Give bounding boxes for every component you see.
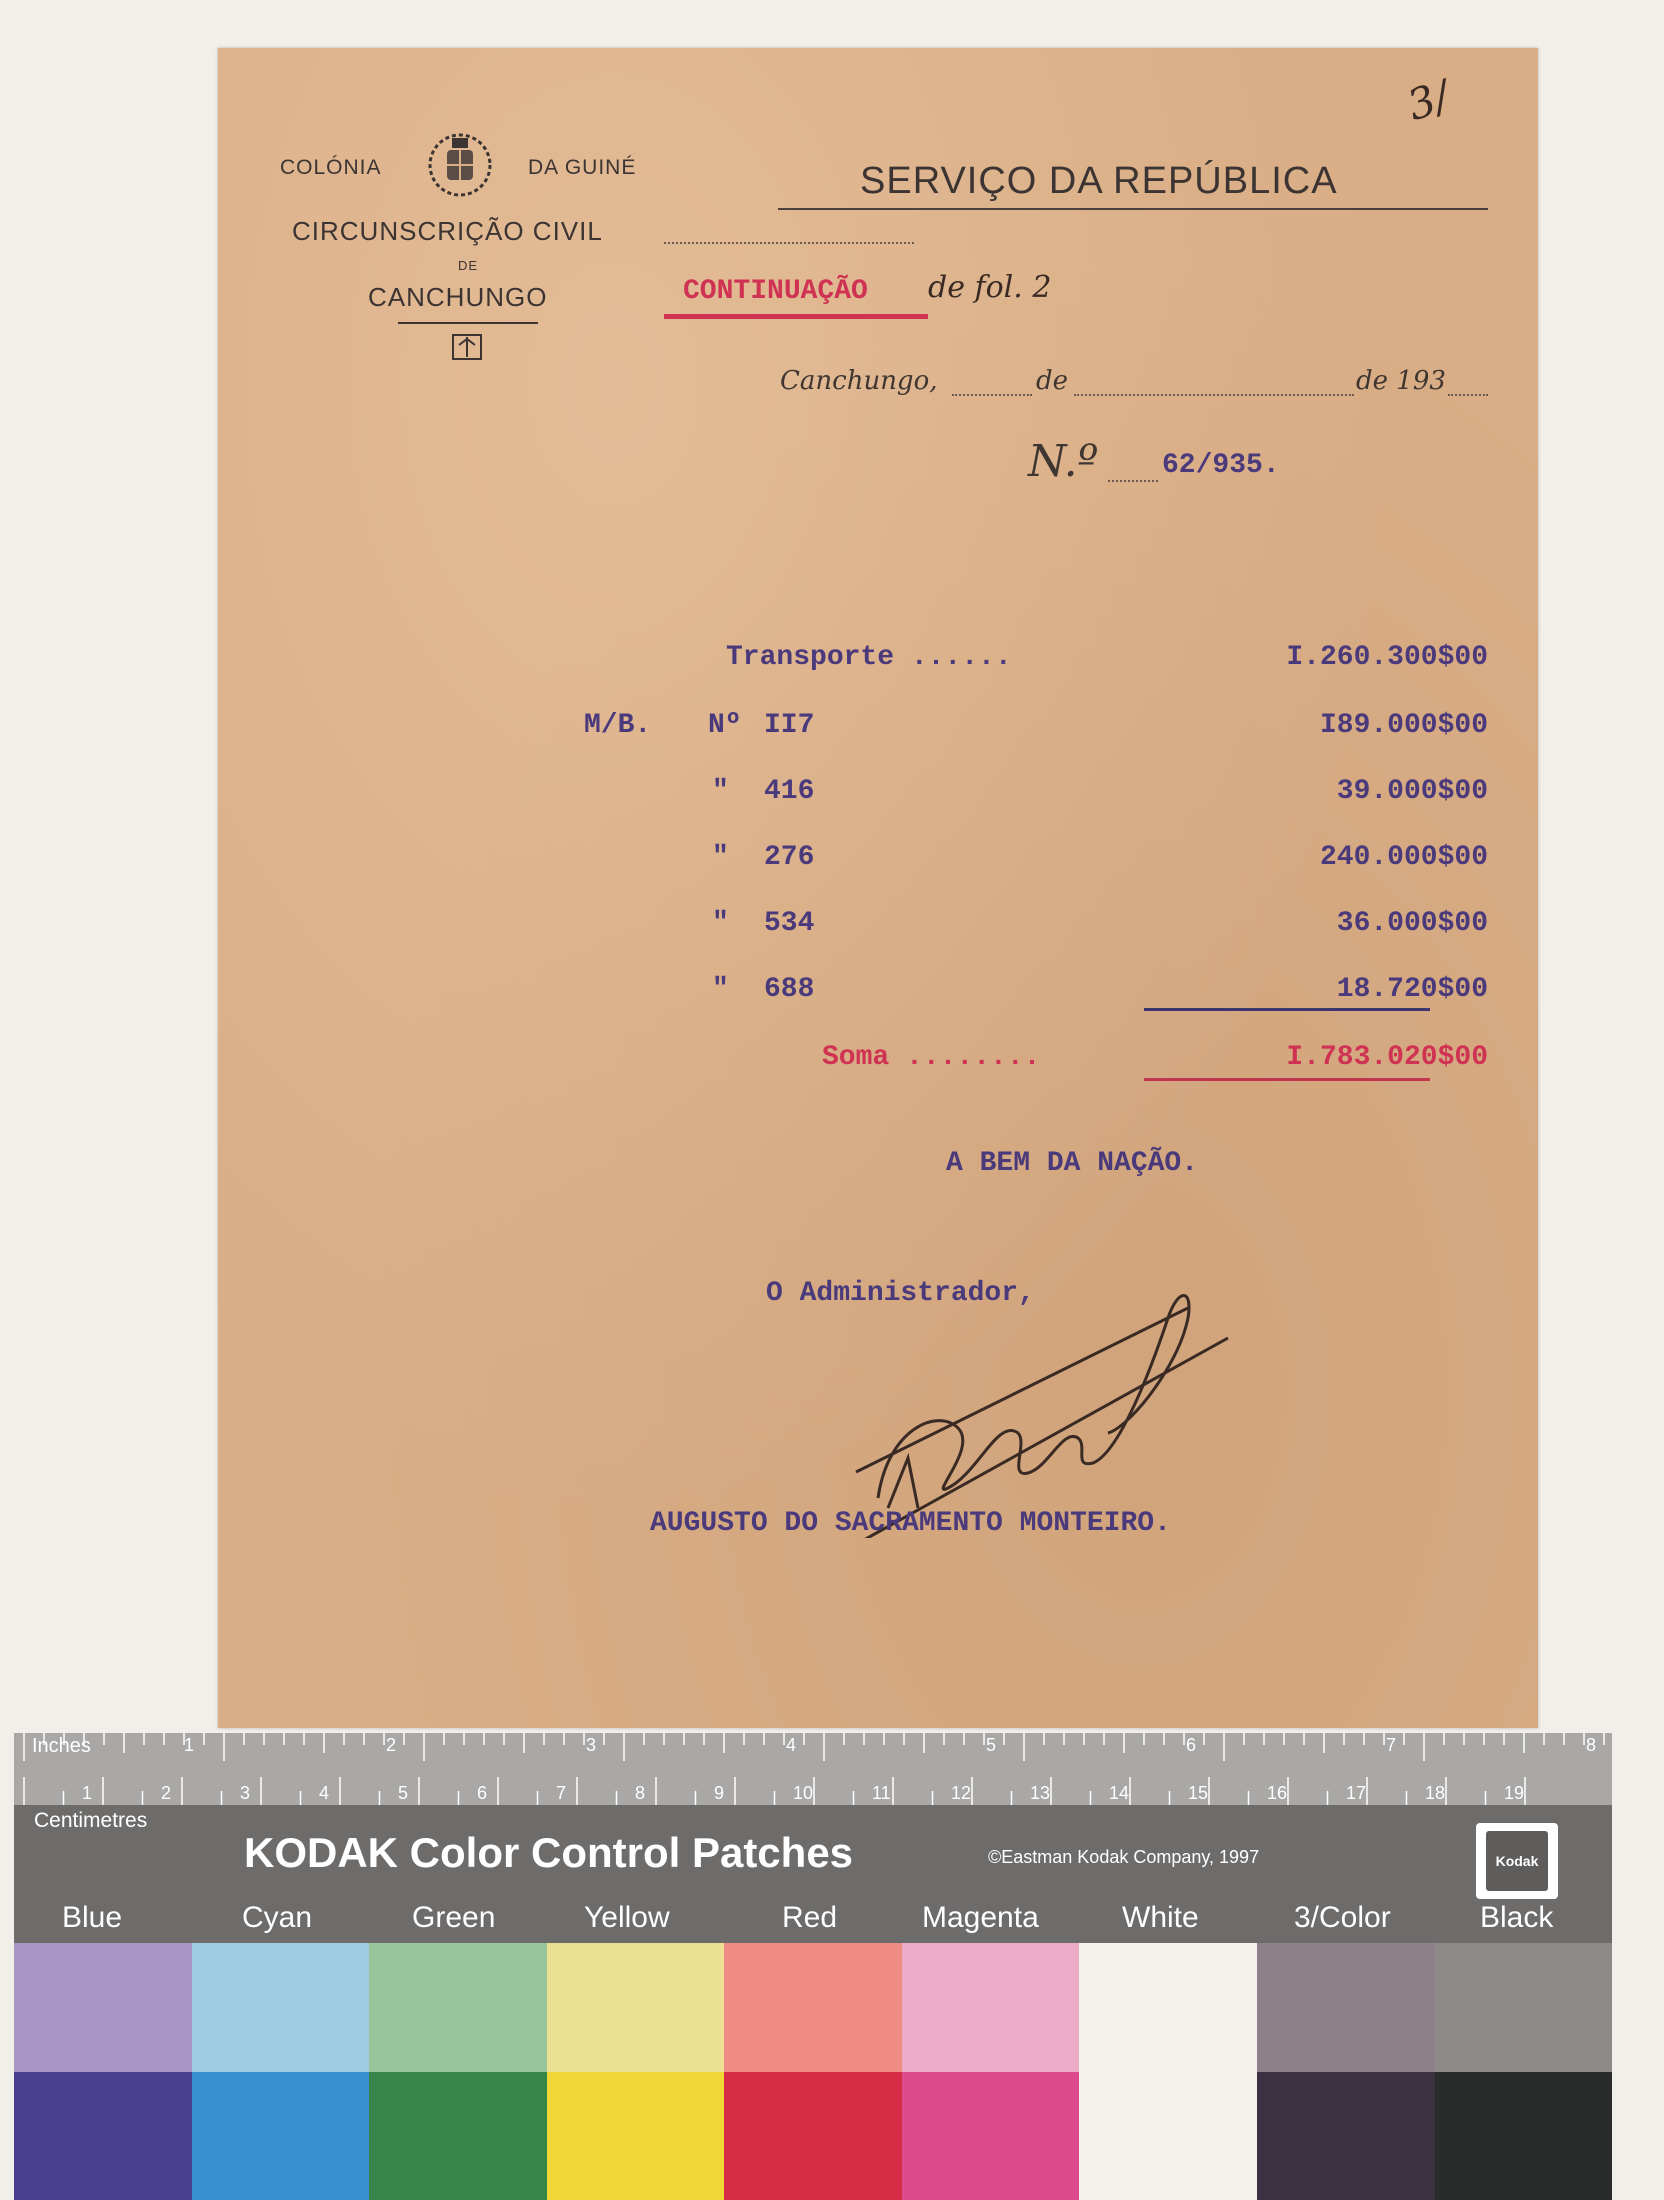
color-patch-light [1257,1943,1435,2072]
cm-mark: 9 [714,1783,725,1803]
patch-column [1435,1943,1613,2200]
patch-column [724,1943,902,2200]
circumscription-title: CIRCUNSCRIÇÃO CIVIL [292,216,603,246]
ledger-row-amount: 39.000$00 [1336,776,1488,807]
dateline-day-blank [952,394,1032,396]
cm-mark: 18 [1425,1783,1446,1803]
service-title: SERVIÇO DA REPÚBLICA [860,160,1338,202]
cm-mark: 19 [1504,1783,1525,1803]
dateline-de-2: de 193 [1356,366,1446,396]
color-patch-dark [1435,2072,1613,2200]
cm-mark: 7 [556,1783,567,1803]
stamp-underline [664,314,928,319]
ledger-row-number: II7 [764,710,815,741]
document-number: 62/935. [1162,450,1280,481]
title-band [14,1805,1612,1943]
color-patch-dark [369,2072,547,2200]
ledger-row-number: 534 [764,908,815,939]
closing-phrase: A BEM DA NAÇÃO. [946,1148,1199,1179]
service-underline [778,208,1488,210]
inch-mark: 6 [1186,1735,1197,1755]
cm-mark: 6 [477,1783,488,1803]
ledger-prefix: M/B. [584,710,652,741]
ledger-row-number: 688 [764,974,815,1005]
patch-label-red: Red [782,1901,838,1934]
ledger-row-amount: I89.000$00 [1319,710,1488,741]
administrator-role: O Administrador, [766,1278,1035,1309]
cm-mark: 13 [1030,1783,1051,1803]
color-patch-light [369,1943,547,2072]
kodak-logo-text: Kodak [1495,1853,1539,1869]
subtotal-underline [1144,1008,1430,1011]
cm-mark: 15 [1188,1783,1209,1803]
color-patch-light [724,1943,902,2072]
transport-label: Transporte ...... [726,642,1012,673]
place-title: CANCHUNGO [368,282,548,312]
kodak-copyright: ©Eastman Kodak Company, 1997 [988,1847,1260,1867]
handwritten-signature [848,1258,1408,1538]
coat-of-arms-emblem [423,130,497,200]
number-blank [1108,480,1158,482]
patch-label-white: White [1122,1901,1199,1934]
cm-mark: 1 [82,1783,93,1803]
ledger-row-mark: " [712,842,729,873]
small-emblem-icon [450,332,484,362]
ledger-row-mark: " [712,776,729,807]
cm-mark: 11 [872,1783,891,1803]
sum-amount: I.783.020$00 [1286,1042,1488,1073]
color-patch-light [14,1943,192,2072]
kodak-title: KODAK Color Control Patches [244,1829,854,1876]
cm-mark: 16 [1267,1783,1288,1803]
cm-mark: 4 [319,1783,330,1803]
patch-label-black: Black [1480,1901,1554,1934]
cm-mark: 3 [240,1783,251,1803]
patch-column [14,1943,192,2200]
color-patch-light [902,1943,1080,2072]
patch-label-blue: Blue [62,1901,123,1934]
cm-mark: 8 [635,1783,646,1803]
patch-label-3color: 3/Color [1294,1901,1391,1934]
inch-mark: 2 [386,1735,397,1755]
signatory-name: AUGUSTO DO SACRAMENTO MONTEIRO. [650,1508,1171,1539]
color-patch-light [547,1943,725,2072]
patch-label-magenta: Magenta [922,1901,1039,1934]
dateline-year-blank [1448,394,1488,396]
color-patch-dark [724,2072,902,2200]
color-patch-light [1079,1943,1257,2072]
color-patch-dark [14,2072,192,2200]
inch-mark: 1 [184,1735,195,1755]
patch-column [369,1943,547,2200]
ledger-row-number: 276 [764,842,815,873]
patch-column [902,1943,1080,2200]
dateline-month-blank [1074,394,1354,396]
cm-mark: 14 [1109,1783,1130,1803]
centimetres-label: Centimetres [34,1809,148,1832]
number-label: N.º [1028,436,1099,487]
patch-column [547,1943,725,2200]
color-patch-dark [1079,2072,1257,2200]
measurement-scale [14,1733,1612,1805]
ledger-row-amount: 240.000$00 [1319,842,1488,873]
handwritten-folio-note: de fol. 2 [928,270,1052,305]
color-patches [14,1943,1612,2200]
cm-mark: 10 [793,1783,814,1803]
color-patch-dark [1257,2072,1435,2200]
stamp-dotted-line [664,242,914,246]
ledger-row-amount: 36.000$00 [1336,908,1488,939]
color-patch-light [192,1943,370,2072]
patch-column [1079,1943,1257,2200]
ledger-row-number: 416 [764,776,815,807]
ledger-row-mark: " [712,908,729,939]
color-patch-dark [902,2072,1080,2200]
colony-label-left: COLÓNIA [280,156,382,179]
inch-mark: 7 [1386,1735,1397,1755]
continuation-stamp: CONTINUAÇÃO [683,276,868,307]
transport-amount: I.260.300$00 [1286,642,1488,673]
color-patch-dark [547,2072,725,2200]
inch-mark: 8 [1586,1735,1597,1755]
document-page [218,48,1538,1728]
inch-mark: 5 [986,1735,997,1755]
inch-mark: 4 [786,1735,797,1755]
cm-mark: 12 [951,1783,972,1803]
patch-label-yellow: Yellow [584,1901,670,1934]
divider [398,322,538,324]
dateline-de-1: de [1036,366,1069,396]
inch-mark: 3 [586,1735,597,1755]
color-patch-light [1435,1943,1613,2072]
page-number-handwritten: 3/ [1401,70,1456,131]
sum-underline [1144,1078,1430,1081]
kodak-logo [1476,1823,1558,1899]
dateline-place: Canchungo, [780,366,938,396]
patch-column [1257,1943,1435,2200]
patch-label-green: Green [412,1901,496,1934]
ledger-row-amount: 18.720$00 [1336,974,1488,1005]
inches-label: Inches [32,1735,91,1757]
color-patch-dark [192,2072,370,2200]
ledger-row-mark: Nº [708,710,742,741]
patch-column [192,1943,370,2200]
ledger-row-mark: " [712,974,729,1005]
cm-mark: 5 [398,1783,409,1803]
colony-label-right: DA GUINÉ [528,156,637,179]
patch-label-cyan: Cyan [242,1901,313,1934]
kodak-color-control-strip [14,1733,1612,2200]
sum-label: Soma ........ [822,1042,1041,1073]
cm-mark: 17 [1346,1783,1367,1803]
cm-mark: 2 [161,1783,172,1803]
de-label: DE [458,258,479,273]
